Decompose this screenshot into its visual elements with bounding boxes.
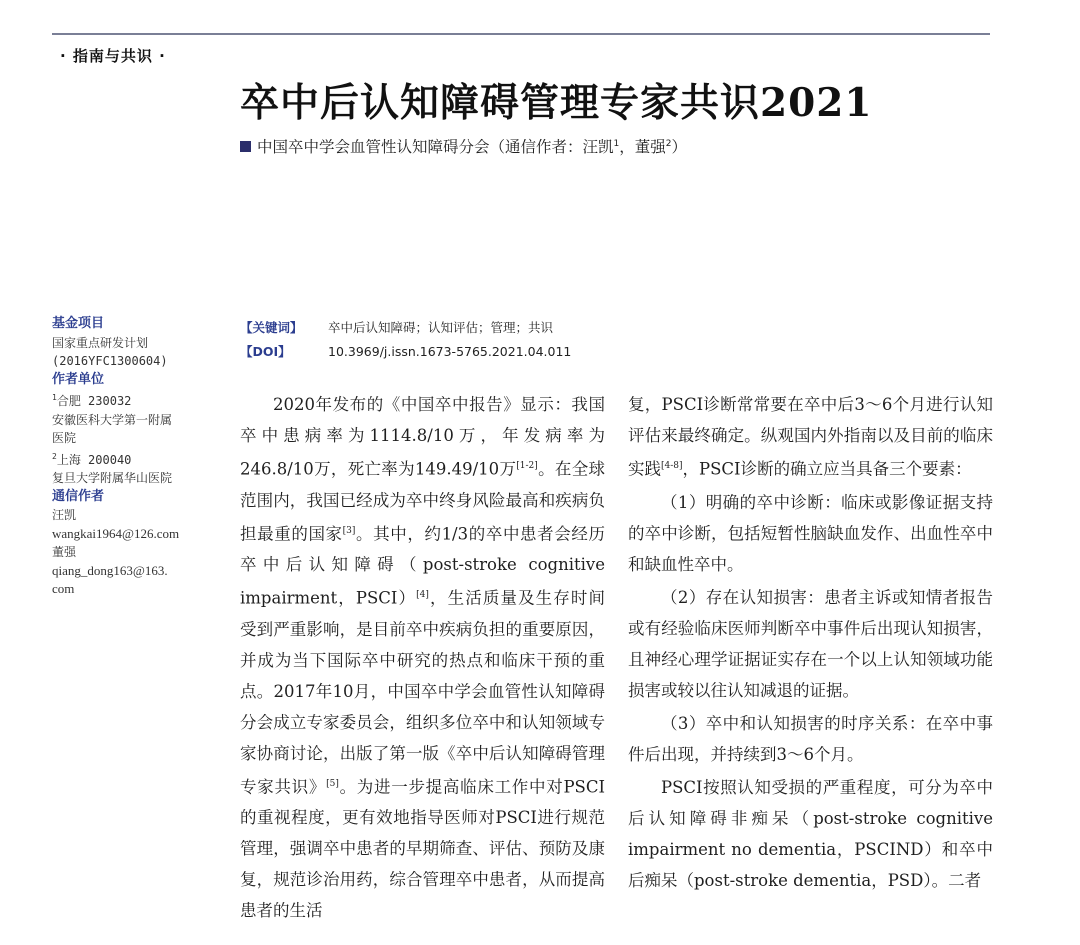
authors-end: ）	[671, 138, 688, 156]
article-title: 卒中后认知障碍管理专家共识2021	[240, 80, 873, 126]
paragraph	[240, 389, 605, 926]
doi-label: 【DOI】	[240, 344, 291, 359]
affil2-inst: 复旦大学附属华山医院	[52, 471, 173, 485]
keywords-value: 卒中后认知障碍；认知评估；管理；共识	[328, 320, 554, 335]
paragraph: （2）存在认知损害：患者主诉或知情者报告或有经验临床医师判断卒中事件后出现认知损害，且神经心理学证据证实存在一个以上认知领域功能损害或较以往认知减退的证据。	[628, 587, 993, 700]
citation-ref[interactable]: [5]	[326, 778, 339, 789]
paragraph: （1）明确的卒中诊断：临床或影像证据支持的卒中诊断，包括短暂性脑缺血发作、出血性卒中和缺血性卒中。	[628, 492, 993, 574]
corr1-email[interactable]: wangkai1964@126.com	[52, 525, 180, 541]
corr2-email-line2[interactable]: com	[52, 581, 75, 596]
keywords-row	[240, 316, 571, 340]
text-run: 。其中，约1/3的卒中患者会经历卒中后认知障碍（post-stroke cognitive impairment，PSCI）	[240, 524, 605, 608]
text-run: 复，PSCI诊断常常要在卒中后3～6个月进行认知评估来最终确定。纵观国内外指南以及目前的临床实践	[628, 395, 993, 479]
authors-main: 中国卒中学会血管性认知障碍分会（通信作者：汪凯	[257, 138, 614, 156]
section-tag: · 指南与共识 ·	[60, 47, 166, 65]
text-run: ，生活质量及生存时间受到严重影响，是目前卒中疾病负担的重要原因，并成为当下国际卒中研究的热点和临床干预的重点。2017年10月，中国卒中学会血管性认知障碍分会成立专家委员会，组织多位卒中和认知领域专家协商讨论，出版了第一版《卒中后认知障碍管理专家共识》	[240, 588, 606, 796]
text-run: ，PSCI诊断的确立应当具备三个要素：	[682, 459, 972, 479]
doi-value[interactable]: 10.3969/j.issn.1673-5765.2021.04.011	[328, 344, 572, 359]
keywords-label: 【关键词】	[240, 320, 303, 335]
affil1-sup: 1	[52, 393, 57, 402]
affil2-city-line	[52, 448, 222, 470]
text-run: 。在全球范围内，我国已经成为卒中终身风险最高和疾病负担最重的国家	[240, 459, 605, 543]
affil1-inst1: 安徽医科大学第一附属	[52, 412, 173, 427]
corr-heading: 通信作者	[52, 488, 105, 504]
fund-line2: (2016YFC1300604)	[52, 354, 168, 368]
doi-row	[240, 340, 571, 364]
paragraph	[628, 389, 993, 485]
fund-heading: 基金项目	[52, 316, 105, 331]
authors-sep: ，董强	[619, 138, 666, 156]
corr2-email-line1[interactable]: qiang_dong163@163.	[52, 562, 168, 578]
text-run: 。为进一步提高临床工作中对PSCI的重视程度，更有效地指导医师对PSCI进行规范管理，强调卒中患者的早期筛查、评估、预防及康复，规范诊治用药，综合管理卒中患者，从而提高患者的生活	[240, 777, 605, 920]
affil1-city: 合肥 230032	[56, 394, 132, 408]
text-run: 2020年发布的《中国卒中报告》显示：我国卒中患病率为1114.8/10万，年发病率为246.8/10万，死亡率为149.49/10万	[240, 395, 605, 479]
square-bullet-icon	[240, 141, 251, 152]
affil1-inst2: 医院	[52, 431, 77, 445]
affil2-sup: 2	[52, 451, 57, 461]
affil1-city-line	[52, 389, 222, 411]
citation-ref[interactable]: [4-8]	[661, 461, 683, 471]
corr1-name: 汪凯	[52, 508, 77, 522]
article-meta	[240, 316, 571, 364]
body-column-right	[628, 389, 993, 898]
fund-line1: 国家重点研发计划	[52, 335, 149, 350]
citation-ref[interactable]: [1-2]	[516, 461, 538, 471]
top-rule	[52, 33, 990, 35]
citation-ref[interactable]: [3]	[342, 525, 356, 536]
body-column-left	[240, 389, 605, 928]
sidebar	[52, 315, 222, 599]
paragraph: （3）卒中和认知损害的时序关系：在卒中事件后出现，并持续到3～6个月。	[628, 713, 993, 764]
authors-sup1: 1	[613, 138, 620, 149]
corr2-name: 董强	[52, 545, 77, 559]
affil-heading: 作者单位	[52, 371, 105, 387]
affil2-city: 上海 200040	[56, 452, 132, 467]
citation-ref[interactable]: [4]	[416, 590, 429, 600]
author-line	[240, 135, 687, 157]
paragraph: PSCI按照认知受损的严重程度，可分为卒中后认知障碍非痴呆（post-stroke cognitive impairment no dementia，PSCIND）和卒中后痴呆（post-stroke dementia，PSD）。二者	[628, 777, 993, 890]
authors-sup2: 2	[665, 138, 672, 149]
